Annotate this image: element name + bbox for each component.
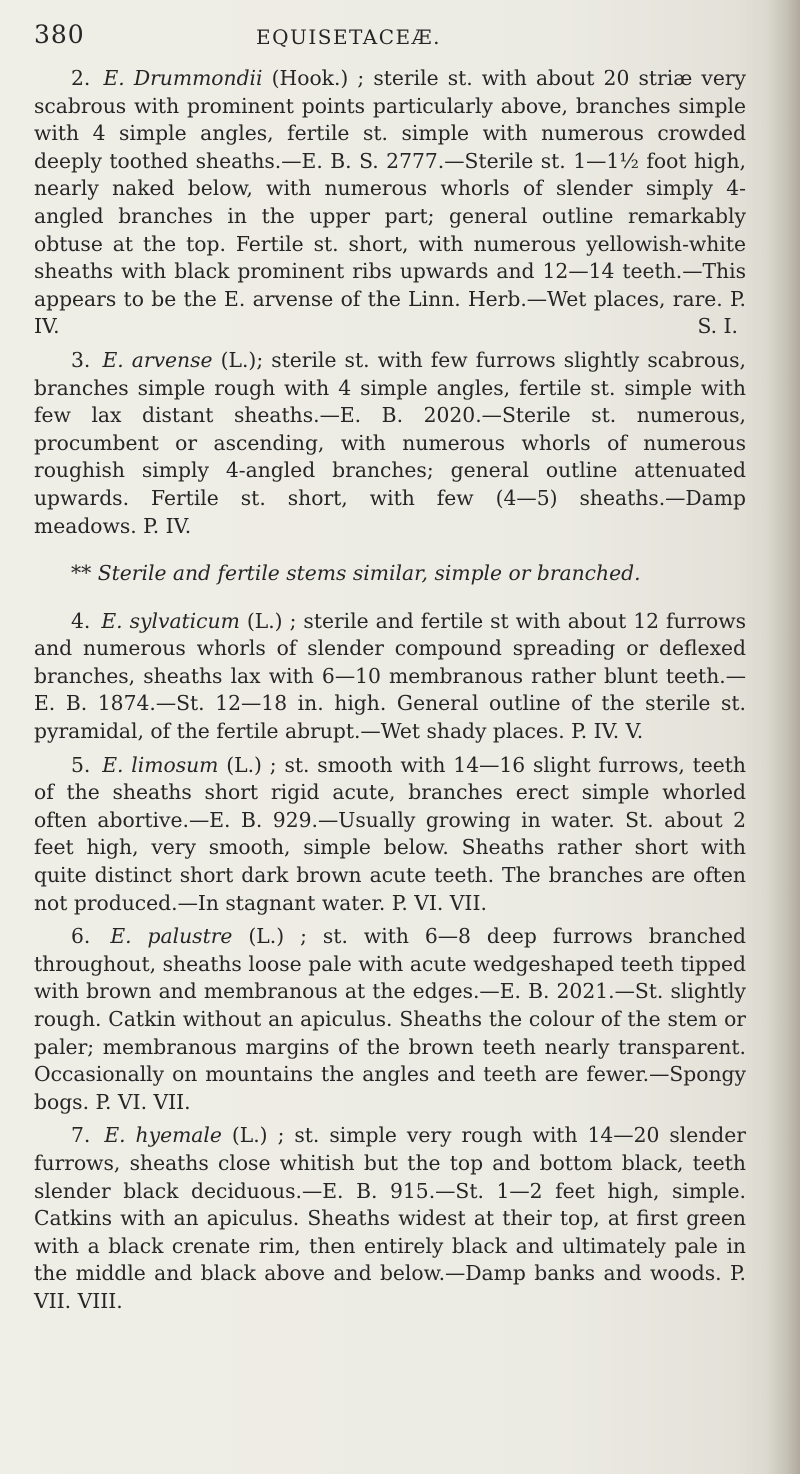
species-name: E. sylvaticum (101, 608, 240, 633)
species-entry-limosum (34, 752, 746, 918)
page-number: 380 (34, 20, 85, 49)
entry-text: (L.) ; st. simple very rough with 14—20 slender furrows, sheaths close whitish but the top and bottom black, teeth slender black deciduous.—E. B. 915.—St. 1—2 feet high, simple. Catkins with an apiculus. Sheaths widest at their top, at first green with a black crenate rim, then entirely black and ultimately pale in the middle and black above and below.—Damp banks and woods. P. VII. VIII. (34, 1123, 746, 1313)
entry-number: 5. (71, 752, 91, 777)
species-name: E. hyemale (104, 1123, 222, 1148)
page-header (34, 20, 734, 54)
species-entry-palustre (34, 923, 746, 1116)
species-name: E. arvense (102, 347, 213, 372)
entry-number: 2. (71, 66, 91, 90)
species-entry-sylvaticum (34, 608, 746, 746)
entry-text: (L.) ; st. smooth with 14—16 slight furrows, teeth of the sheaths short rigid acute, branches erect simple whorled often abortive.—E. B. 929.—Usually growing in water. St. about 2 feet high, very smooth, simple below. Sheaths rather short with quite distinct short dark brown acute teeth. The branches are often not produced.—In stagnant water. P. VI. VII. (34, 752, 746, 915)
entry-text: (L.) ; sterile and fertile st with about 12 furrows and numerous whorls of slender compound spreading or deflexed branches, sheaths lax with 6—10 membranous rather blunt teeth.—E. B. 1874.—St. 12—18 in. high. General outline of the sterile st. pyramidal, of the fertile abrupt.—Wet shady places. P. IV. V. (34, 608, 746, 744)
entry-number: 7. (71, 1123, 91, 1148)
entry-text: (L.); sterile st. with few furrows slightly scabrous, branches simple rough with 4 simple angles, fertile st. simple with few lax distant sheaths.—E. B. 2020.—Sterile st. numerous, procumbent or ascending, with numerous whorls of numerous roughish simply 4-angled branches; general outline attenuated upwards. Fertile st. short, with few (4—5) sheaths.—Damp meadows. P. IV. (34, 347, 747, 538)
page-edge-shadow (766, 0, 800, 1474)
species-entry-hyemale (34, 1122, 746, 1315)
species-entry-arvense (34, 347, 746, 540)
entry-number: 4. (71, 608, 91, 633)
entry-text: (Hook.) ; sterile st. with about 20 striæ very scabrous with prominent points particularly above, branches simple with 4 simple angles, fertile st. simple with numerous crowded deeply toothed sheaths.—E. B. S. 2777.—Sterile st. 1—1½ foot high, nearly naked below, with numerous whorls of slender simply 4-angled branches in the upper part; general outline remarkably obtuse at the top. Fertile st. short, with numerous yellowish-white sheaths with black prominent ribs upwards and 12—14 teeth.—This appears to be the E. arvense of the Linn. Herb.—Wet places, rare. P. IV. (34, 66, 746, 339)
page-body (34, 65, 746, 1322)
species-entry-drummondii (34, 65, 746, 341)
entry-tail: S. I. (697, 314, 738, 339)
entry-text: (L.) ; st. with 6—8 deep furrows branched throughout, sheaths loose pale with acute wedgeshaped teeth tipped with brown and membranous at the edges.—E. B. 2021.—St. slightly rough. Catkin without an apiculus. Sheaths the colour of the stem or paler; membranous margins of the brown teeth nearly transparent. Occasionally on mountains the angles and teeth are fewer.—Spongy bogs. P. VI. VII. (34, 924, 746, 1114)
entry-number: 6. (71, 924, 91, 949)
species-name: E. Drummondii (103, 66, 263, 90)
running-title: EQUISETACEÆ. (256, 25, 442, 49)
section-heading: ** Sterile and fertile stems similar, simple or branched. (71, 561, 641, 586)
species-name: E. palustre (110, 924, 233, 949)
species-name: E. limosum (102, 752, 219, 777)
entry-number: 3. (71, 347, 91, 372)
